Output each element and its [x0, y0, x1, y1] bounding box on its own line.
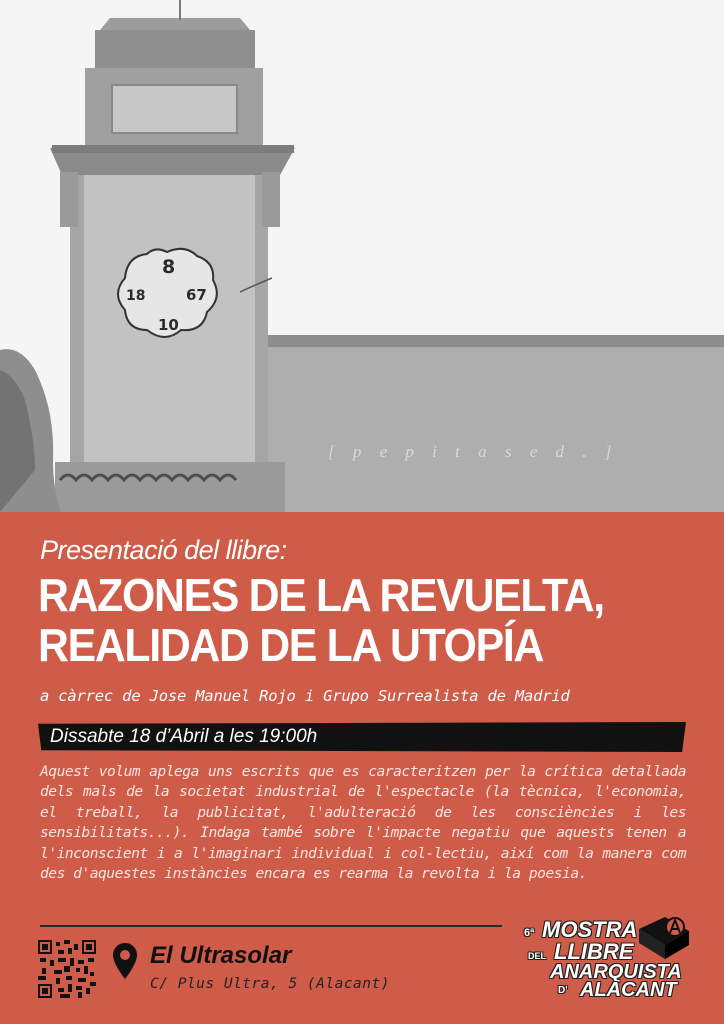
- fair-logo-edition: 6ª: [524, 927, 535, 939]
- event-subtitle: Presentació del llibre:: [40, 535, 287, 565]
- clock-number-left: 18: [126, 288, 146, 304]
- clock-number-bottom: 10: [158, 316, 179, 334]
- venue-name: El Ultrasolar: [150, 942, 292, 969]
- book-title-line2: REALIDAD DE LA UTOPÍA: [38, 619, 544, 671]
- footer-divider: [40, 925, 502, 927]
- book-description: Aquest volum aplega uns escrits que es caracteritzen per la crítica detallada dels mals de la societat industrial de l'espectacle (la tècnica, l'economia, el treball, la publicitat, l'adulteració de les consciències i les sensibilitats...). Indaga també sobre l'impacte negatiu que aquests tenen a l'inconscient i a l'imaginari individual i col-lectiu, així com la manera com des d'aquestes instàncies encara es rearma la revolta i la poesia.: [40, 763, 686, 883]
- anarchist-book-icon: [635, 913, 693, 963]
- qr-code-icon[interactable]: [38, 940, 96, 998]
- book-title: [38, 570, 689, 670]
- fair-logo-line2: LLIBRE: [554, 939, 634, 964]
- location-pin-icon: [112, 942, 138, 980]
- clock-number-right: 67: [186, 286, 207, 304]
- event-datetime: Dissabte 18 d’Abril a les 19:00h: [50, 726, 318, 747]
- fair-logo-d: D': [558, 985, 568, 996]
- fair-logo-line3: ANARQUISTA: [550, 961, 682, 983]
- venue-address: C/ Plus Ultra, 5 (Alacant): [150, 976, 390, 992]
- fair-logo-line1: MOSTRA: [542, 917, 638, 942]
- book-title-line1: RAZONES DE LA REVUELTA,: [38, 569, 604, 621]
- fair-logo-line4: ALACANT: [580, 979, 677, 1001]
- fair-logo-del: DEL: [528, 951, 546, 961]
- clock-number-top: 8: [162, 256, 176, 278]
- fair-logo: [520, 905, 700, 1005]
- event-authors: a càrrec de Jose Manuel Rojo i Grupo Surrealista de Madrid: [40, 687, 570, 705]
- publisher-watermark: [ p e p i t a s e d . ]: [328, 442, 619, 461]
